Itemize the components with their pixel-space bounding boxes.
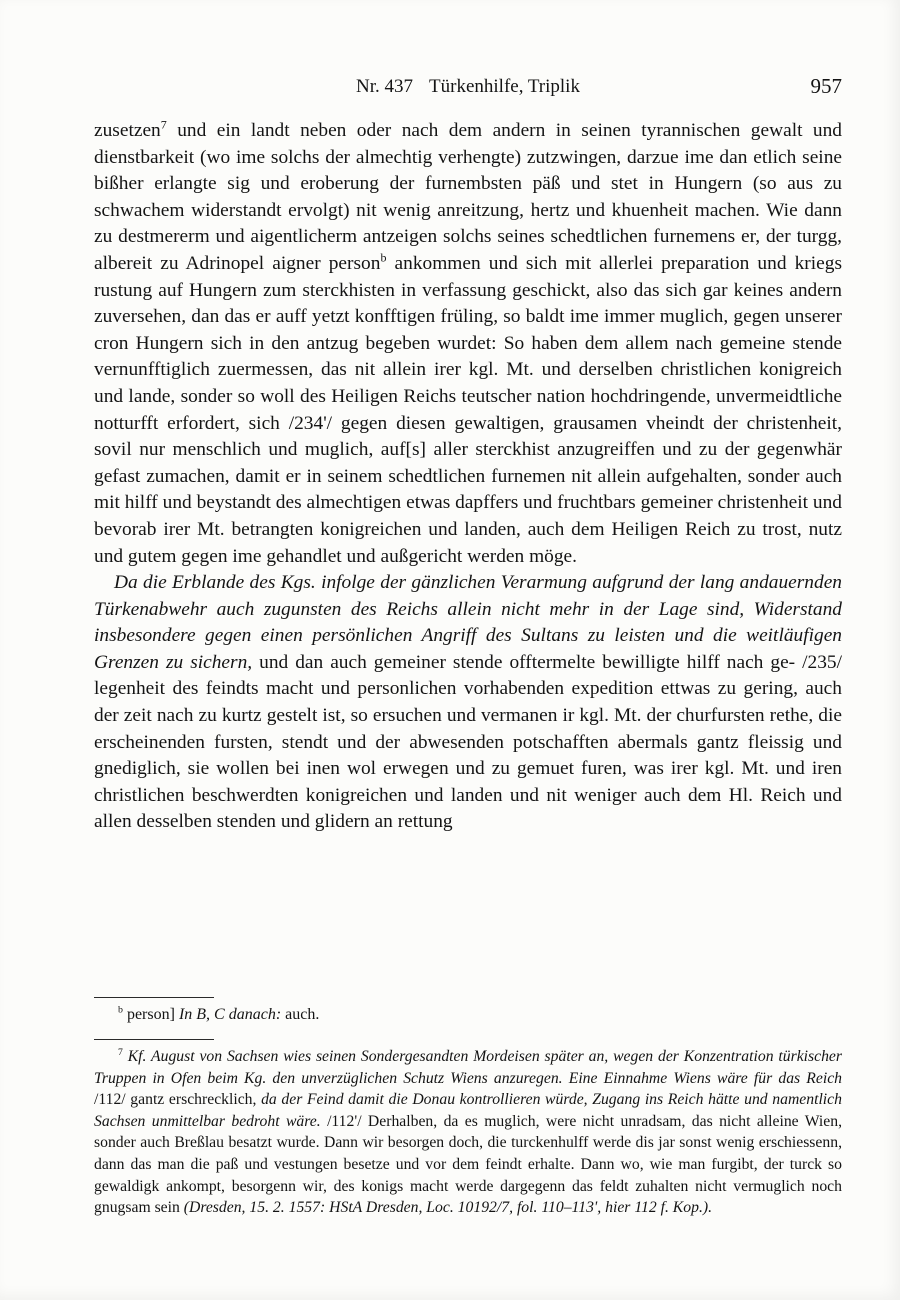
- running-title-text: Türkenhilfe, Triplik: [429, 76, 580, 97]
- page-header: [94, 76, 842, 98]
- body-paragraph-1: zusetzen$^7$ und ein landt neben oder nach dem andern in seinen tyrannischen gewalt und dienstbarkeit (wo ime solchs der almechtig verhengte) zutzwingen, darzue ime dan etlich seine bißher erlangte sig und eroberung der furnembsten päß und stet in Hungern (so aus zu schwachem widerstandt ervolgt) nit wenig anreitzung, hertz und khuenheit machen. Wie dann zu destmererm und aigentlicherm antzeigen solchs seines schedtlichen furnemens er, der turgg, albereit zu Adrinopel aigner person$^b$ ankommen und sich mit allerlei preparation und kriegs rustung auf Hungern zum sterckhisten in verfassung geschickt, also das sich gar keines andern zuversehen, dan das er auff yetzt konfftigen früling, so baldt ime immer muglich, gegen unserer cron Hungern sich in den antzug begeben wurdet: So haben dem allem nach gemeine stende vernunfftiglich zuermessen, das nit allein irer kgl. Mt. und derselben christlichen konigreich und lande, sonder so woll des Heiligen Reichs teutscher nation hochdringende, unvermeidtliche notturfft erfordert, sich /234'/ gegen diesen gewaltigen, grausamen vheindt der christenheit, sovil nur menschlich und muglich, auf[s] aller sterckhist anzugreiffen und zu der gegenwhär gefast zumachen, damit er in seinem schedtlichen furnemen nit allein aufgehalten, sonder auch mit hilff und beystandt des almechtigen etwas dapffers und fruchtbars gemeiner christenheit und bevorab irer Mt. betrangten konigreichen und landen, auch dem Heiligen Reich zu trost, nutz und gutem gegen ime gehandlet und außgericht werden möge.: [94, 117, 842, 567]
- body-paragraph-2: Da die Erblande des Kgs. infolge der gänzlichen Verarmung aufgrund der lang andauernden Türkenabwehr auch zugunsten des Reichs allein nicht mehr in der Lage sind, Widerstand insbesondere gegen einen persönlichen Angriff des Sultans zu leisten und die weitläufigen Grenzen zu sichern, und dan auch gemeiner stende offtermelte bewilligte hilff nach ge- /235/ legenheit des feindts macht und personlichen vorhabenden expedition ettwas zu gering, auch der zeit nach zu kurtz gestelt ist, so ersuchen und vermanen ir kgl. Mt. der churfursten rethe, die erscheinenden fursten, stendt und der abwesenden potschafften abermals gantz fleissig und gnediglich, sie wollen bei inen wol erwegen und zu gemuet furen, was irer kgl. Mt. und iren christlichen beschwerdten konigreichen und landen und nit weniger auch dem Hl. Reich und allen desselben stenden und glidern an rettung: [94, 572, 842, 833]
- page-number: 957: [810, 74, 842, 98]
- running-title: [94, 76, 842, 98]
- commentary-separator-rule: [94, 1039, 214, 1040]
- document-number: Nr. 437: [356, 76, 414, 97]
- footnote-area: [94, 997, 842, 1219]
- footnote-apparatus-b: $^b$ person] In B, C danach: auch.: [118, 1004, 320, 1023]
- footnote-commentary-7: $^7$ Kf. August von Sachsen wies seinen Sondergesandten Mordeisen später an, wegen der Konzentration türkischer Truppen in Ofen beim Kg. den unverzüglichen Schutz Wiens anzuregen. Eine Einnahme Wiens wäre für das Reich /112/ gantz erschrecklich, da der Feind damit die Donau kontrollieren würde, Zugang ins Reich hätte und namentlich Sachsen unmittelbar bedroht wäre. /112'/ Derhalben, da es muglich, were nicht unradsam, das nicht alleine Wien, sonder auch Breßlau besatzt wurde. Dann wir besorgen doch, die turckenhulff werde dis jar sonst wenig erschiessenn, dann das man die paß und vestungen besetze und vor dem feindt erhalte. Dann wo, wie man furgibt, der turck so gewaldigk ankompt, besorgenn wir, des konigs macht werde dargegenn das feldt zuhalten nicht vermuglich noch gnugsam sein (Dresden, 15. 2. 1557: HStA Dresden, Loc. 10192/7, fol. 110–113', hier 112 f. Kop.).: [94, 1046, 843, 1217]
- main-text-block: [94, 118, 842, 836]
- apparatus-separator-rule: [94, 997, 214, 998]
